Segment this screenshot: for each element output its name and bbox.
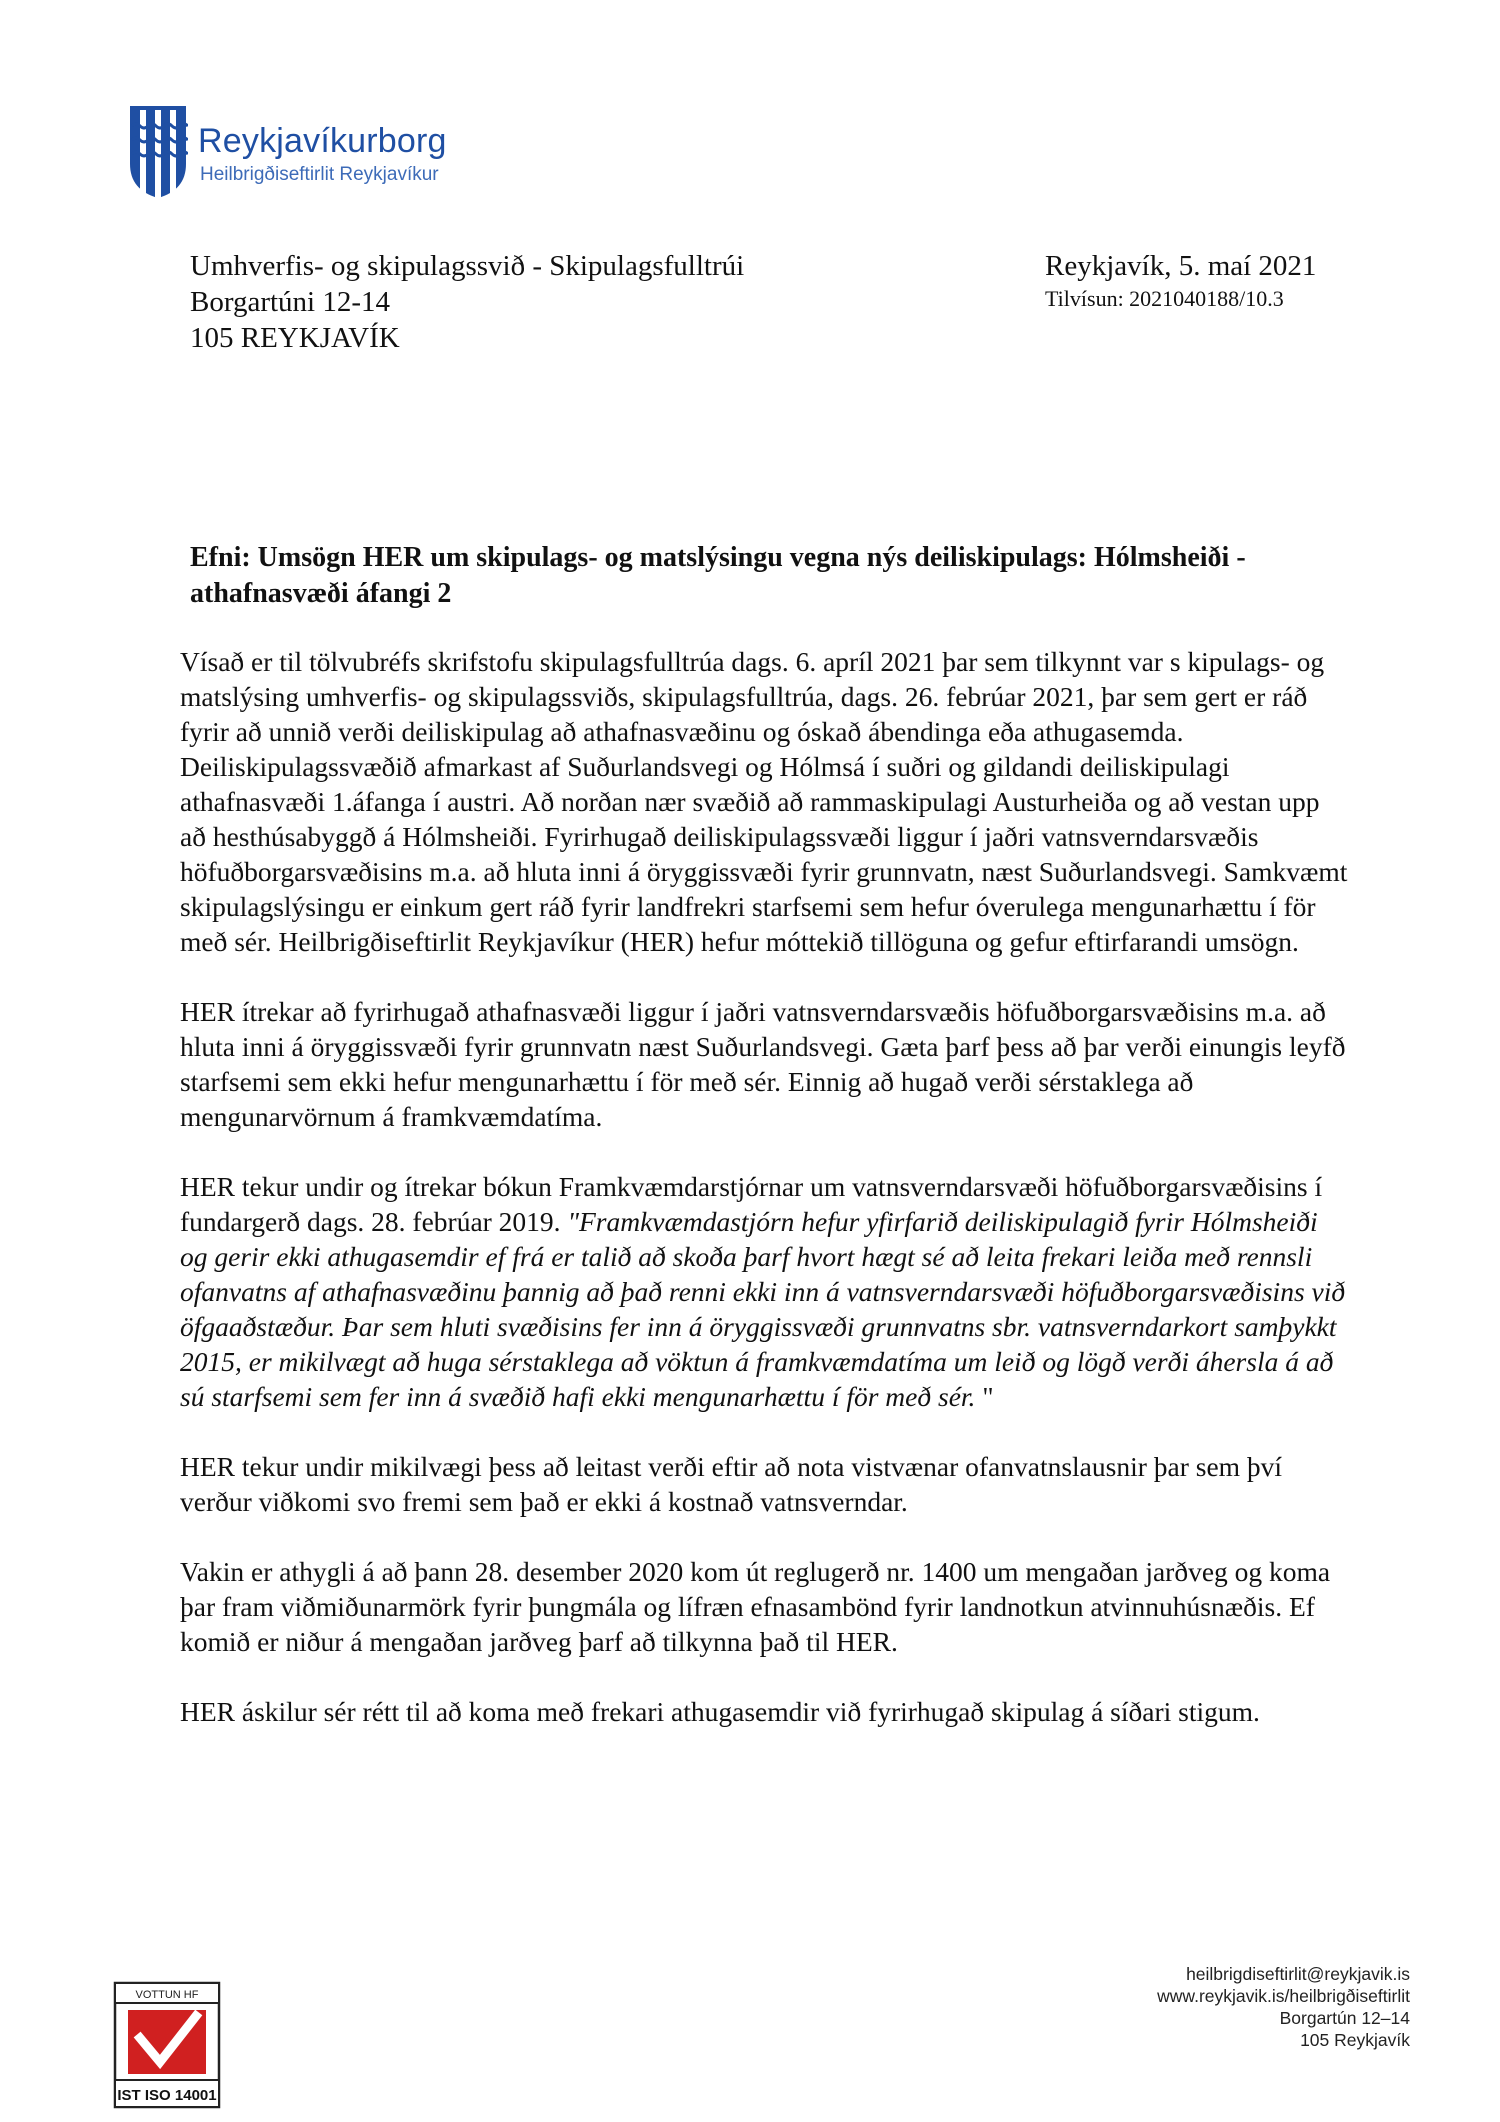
contact-website[interactable]: www.reykjavik.is/heilbrigðiseftirlit (1157, 1986, 1410, 2006)
recipient-line-3: 105 REYKJAVÍK (190, 322, 400, 354)
paragraph-4: HER tekur undir mikilvægi þess að leitast verði eftir að nota vistvænar ofanvatnslausnir þar sem því verður viðkomi svo fremi sem það er ekki á kostnað vatnsverndar. (180, 1451, 1283, 1517)
paragraph-2: HER ítrekar að fyrirhugað athafnasvæði liggur í jaðri vatnsverndarsvæðis höfuðborgarsvæðisins m.a. að hluta inni á öryggissvæði fyrir grunnvatn næst Suðurlandsvegi. Gæta þarf þess að þar verði einungis leyfð starfsemi sem ekki hefur mengunarhættu í för með sér. Einnig að hugað verði sérstaklega að mengunarvörnum á framkvæmdatíma. (180, 996, 1346, 1132)
letter-subject: Efni: Umsögn HER um skipulags- og matslýsingu vegna nýs deiliskipulags: Hólmsheiði - athafnasvæði áfangi 2 (190, 542, 1246, 609)
paragraph-3-lead: HER tekur undir og ítrekar bókun Framkvæmdarstjórnar um vatnsverndarsvæði höfuðborgarsvæðisins í fundargerð dags. 28. febrúar 2019. (180, 1171, 1323, 1237)
cert-top-label: VOTTUN HF (135, 1989, 199, 2001)
recipient-line-1: Umhverfis- og skipulagssvið - Skipulagsfulltrúi (190, 250, 745, 282)
paragraph-5: Vakin er athygli á að þann 28. desember 2020 kom út reglugerð nr. 1400 um mengaðan jarðveg og koma þar fram viðmiðunarmörk fyrir þungmála og lífræn efnasambönd fyrir landnotkun atvinnuhúsnæðis. Ef komið er niður á mengaðan jarðveg þarf að tilkynna það til HER. (180, 1556, 1331, 1657)
letter-date: Reykjavík, 5. maí 2021 (1045, 250, 1317, 282)
iso-certification-logo-icon (112, 1980, 222, 2110)
cert-bottom-label: IST ISO 14001 (117, 2087, 217, 2104)
organization-name: Reykjavíkurborg (198, 122, 447, 160)
recipient-address (190, 248, 744, 356)
contact-email[interactable]: heilbrigdiseftirlit@reykjavik.is (1186, 1964, 1410, 1984)
city-shield-logo-icon (128, 104, 188, 200)
quoted-resolution: "Framkvæmdastjórn hefur yfirfarið deiliskipulagið fyrir Hólmsheiði og gerir ekki athugasemdir ef frá er talið að skoða þarf hvort hægt sé að leita frekari leiða með rennsli ofanvatns af athafnasvæðinu þannig að það renni ekki inn á vatnsverndarsvæði höfuðborgarsvæðisins við öfgaaðstæður. Þar sem hluti svæðisins fer inn á öryggissvæði grunnvatns sbr. vatnsverndarkort samþykkt 2015, er mikilvægt að huga sérstaklega að vöktun á framkvæmdatíma um leið og lögð verði áhersla á að sú starfsemi sem fer inn á svæðið hafi ekki mengunarhættu í för með sér. (180, 1206, 1346, 1412)
quote-close: " (975, 1381, 994, 1412)
paragraph-3 (180, 1169, 1350, 1414)
contact-block (1157, 1963, 1410, 2051)
organization-department: Heilbrigðiseftirlit Reykjavíkur (200, 164, 439, 185)
recipient-line-2: Borgartúni 12-14 (190, 286, 391, 318)
letter-body (180, 644, 1350, 1764)
dateline (1045, 248, 1316, 314)
paragraph-6: HER áskilur sér rétt til að koma með frekari athugasemdir við fyrirhugað skipulag á síðari stigum. (180, 1696, 1260, 1727)
reference-number: Tilvísun: 2021040188/10.3 (1045, 286, 1284, 311)
contact-city: 105 Reykjavík (1300, 2030, 1410, 2050)
paragraph-1: Vísað er til tölvubréfs skrifstofu skipulagsfulltrúa dags. 6. apríl 2021 þar sem tilkynnt var s kipulags- og matslýsing umhverfis- og skipulagssviðs, skipulagsfulltrúa, dags. 26. febrúar 2021, þar sem gert er ráð fyrir að unnið verði deiliskipulag að athafnasvæðinu og óskað ábendinga eða athugasemda. Deiliskipulagssvæðið afmarkast af Suðurlandsvegi og Hólmsá í suðri og gildandi deiliskipulagi athafnasvæði 1.áfanga í austri. Að norðan nær svæðið að rammaskipulagi Austurheiða og að vestan upp að hesthúsabyggð á Hólmsheiði. Fyrirhugað deiliskipulagssvæði liggur í jaðri vatnsverndarsvæðis höfuðborgarsvæðisins m.a. að hluta inni á öryggissvæði fyrir grunnvatn, næst Suðurlandsvegi. Samkvæmt skipulagslýsingu er einkum gert ráð fyrir landfrekri starfsemi sem hefur óverulega mengunarhættu í för með sér. Heilbrigðiseftirlit Reykjavíkur (HER) hefur móttekið tillöguna og gefur eftirfarandi umsögn. (180, 646, 1348, 957)
contact-street: Borgartún 12–14 (1279, 2008, 1410, 2028)
